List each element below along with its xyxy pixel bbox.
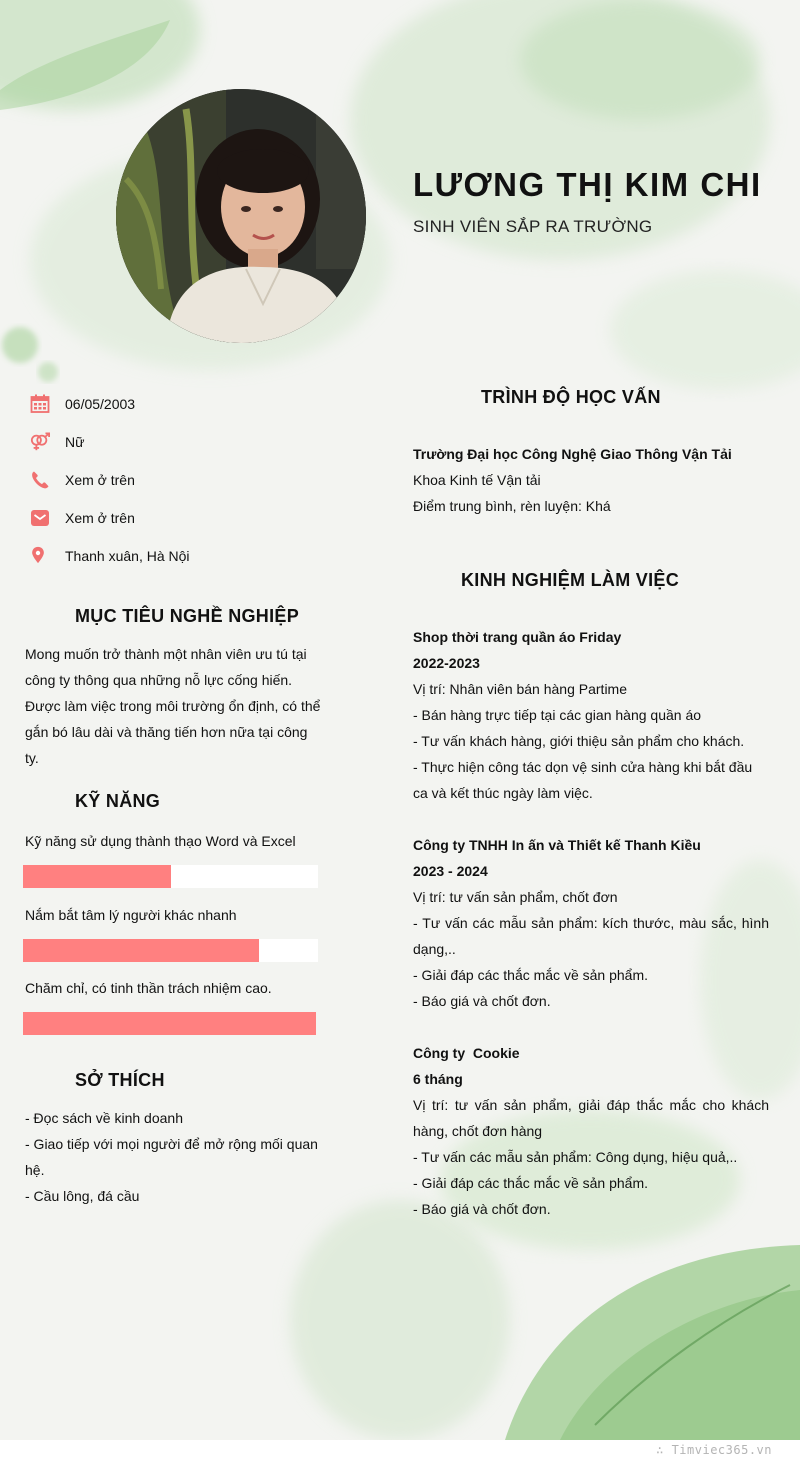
job-period: 2022-2023 (413, 655, 480, 671)
education-faculty: Khoa Kinh tế Vận tải (413, 472, 541, 488)
hobby-line: hệ. (25, 1162, 45, 1178)
hobby-line: - Giao tiếp với mọi người để mở rộng mối quan (25, 1136, 318, 1152)
objective-text (25, 641, 325, 771)
job-line: - Giải đáp các thắc mắc về sản phẩm. (413, 967, 648, 983)
job-line: - Tư vấn các mẫu sản phẩm: Công dụng, hiệu quả,.. (413, 1149, 738, 1165)
education-title: TRÌNH ĐỘ HỌC VẤN (481, 387, 661, 407)
job-line: - Thực hiện công tác dọn vệ sinh cửa hàng khi bắt đầu ca và kết thúc ngày làm việc. (413, 759, 753, 801)
skill-bar-track (23, 939, 318, 962)
objective-line: Mong muốn trở thành một nhân viên ưu tú tại (25, 646, 307, 662)
hobbies-text (25, 1105, 325, 1209)
contact-address (30, 537, 190, 575)
contact-phone (30, 461, 190, 499)
skill-bar-fill (23, 1012, 316, 1035)
candidate-name: LƯƠNG THỊ KIM CHI (413, 166, 762, 203)
avatar (116, 89, 366, 343)
experience-job (413, 1040, 769, 1222)
skills-title: KỸ NĂNG (75, 791, 161, 811)
phone-text: Xem ở trên (65, 472, 135, 488)
objective-line: gắn bó lâu dài và thăng tiến hơn nữa tại công (25, 724, 308, 740)
email-icon (30, 508, 50, 528)
objective-line: Được làm việc trong môi trường ổn định, có thể (25, 698, 321, 714)
job-line: - Báo giá và chốt đơn. (413, 1201, 551, 1217)
job-company: Công ty Cookie (413, 1045, 520, 1061)
job-period: 6 tháng (413, 1071, 463, 1087)
experience-job (413, 624, 769, 806)
job-line: - Tư vấn các mẫu sản phẩm: kích thước, màu sắc, hình dạng,.. (413, 915, 769, 957)
objective-title: MỤC TIÊU NGHỀ NGHIỆP (75, 606, 300, 626)
skill-bar-track (23, 1012, 316, 1035)
contact-email (30, 499, 190, 537)
skill-label: Nắm bắt tâm lý người khác nhanh (25, 907, 237, 923)
skill-bar-track (23, 865, 318, 888)
hobby-line: - Đọc sách về kinh doanh (25, 1110, 183, 1126)
education-grade: Điểm trung bình, rèn luyện: Khá (413, 498, 611, 514)
phone-icon (30, 470, 50, 490)
skill-bar-fill (23, 865, 171, 888)
profile-photo (116, 89, 366, 343)
education-school: Trường Đại học Công Nghệ Giao Thông Vận Tải (413, 446, 732, 462)
birthday-text: 06/05/2003 (65, 396, 136, 412)
candidate-title: SINH VIÊN SẮP RA TRƯỜNG (413, 217, 653, 236)
experience-job (413, 832, 769, 1014)
experience-title: KINH NGHIỆM LÀM VIỆC (461, 570, 680, 590)
education-block (413, 441, 769, 519)
footer (0, 1440, 800, 1465)
location-pin-icon (30, 546, 50, 566)
objective-line: ty. (25, 750, 39, 766)
job-line: Vị trí: Nhân viên bán hàng Partime (413, 681, 628, 697)
contact-info (30, 385, 190, 575)
job-line: - Bán hàng trực tiếp tại các gian hàng quần áo (413, 707, 702, 723)
objective-line: công ty thông qua những nỗ lực cống hiến. (25, 672, 293, 688)
contact-birthday (30, 385, 190, 423)
hobby-line: - Cầu lông, đá cầu (25, 1188, 140, 1204)
footer-brand[interactable]: ∴ Timviec365.vn (656, 1443, 772, 1457)
job-line: Vị trí: tư vấn sản phẩm, chốt đơn (413, 889, 618, 905)
email-text: Xem ở trên (65, 510, 135, 526)
job-line: Vị trí: tư vấn sản phẩm, giải đáp thắc mắc cho khách hàng, chốt đơn hàng (413, 1097, 769, 1139)
job-line: - Giải đáp các thắc mắc về sản phẩm. (413, 1175, 648, 1191)
job-company: Công ty TNHH In ấn và Thiết kế Thanh Kiều (413, 837, 701, 853)
gender-icon (30, 432, 50, 452)
job-line: - Báo giá và chốt đơn. (413, 993, 551, 1009)
calendar-icon (30, 394, 50, 414)
contact-gender (30, 423, 190, 461)
job-period: 2023 - 2024 (413, 863, 488, 879)
skill-label: Chăm chỉ, có tinh thần trách nhiệm cao. (25, 980, 272, 996)
job-line: - Tư vấn khách hàng, giới thiệu sản phẩm cho khách. (413, 733, 745, 749)
address-text: Thanh xuân, Hà Nội (65, 548, 190, 564)
job-company: Shop thời trang quần áo Friday (413, 629, 622, 645)
gender-text: Nữ (65, 434, 85, 450)
skill-bar-fill (23, 939, 259, 962)
hobbies-title: SỞ THÍCH (75, 1070, 165, 1090)
skill-label: Kỹ năng sử dụng thành thạo Word và Excel (25, 833, 296, 849)
